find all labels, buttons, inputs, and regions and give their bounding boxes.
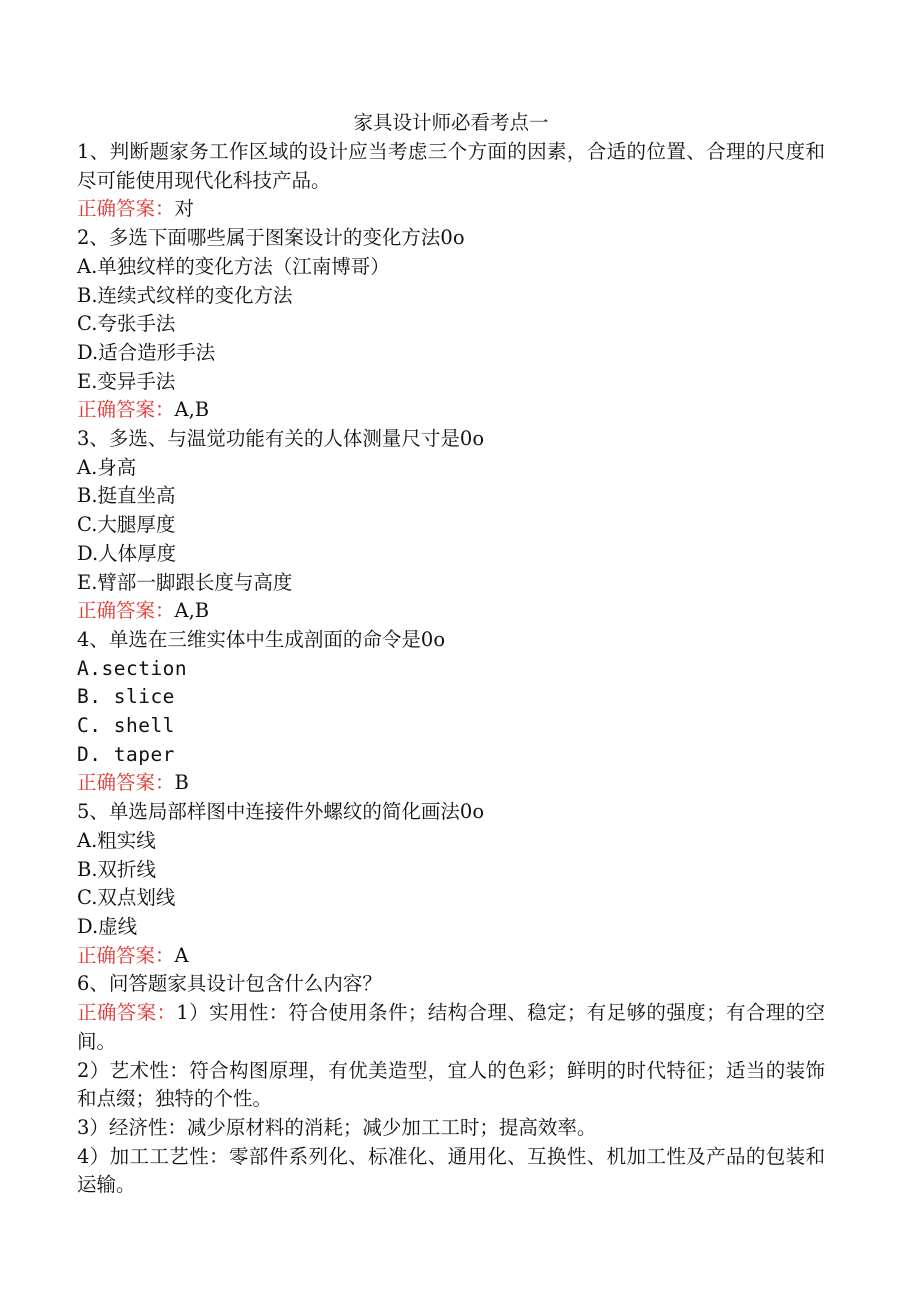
question-3-option-e: E.臂部一脚跟长度与高度 [77, 570, 293, 594]
question-3-option-b: B.挺直坐高 [77, 484, 176, 508]
question-6-answer-line-4: 4）加工工艺性：零部件系列化、标准化、通用化、互换性、机加工性及产品的包装和运输。 [77, 1144, 825, 1197]
answer-value: A,B [174, 599, 210, 623]
question-4-stem: 4、单选在三维实体中生成剖面的命令是0o [77, 627, 446, 651]
answer-label: 正确答案： [77, 398, 175, 422]
question-1-answer [77, 195, 825, 224]
question-5-option-d: D.虚线 [77, 914, 138, 938]
page-title: 家具设计师必看考点一 [353, 111, 549, 134]
answer-value: 对 [174, 197, 195, 221]
answer-label: 正确答案： [77, 197, 175, 221]
answer-value: B [174, 771, 189, 795]
question-5-stem: 5、单选局部样图中连接件外螺纹的简化画法0o [77, 800, 485, 824]
question-5-option-a: A.粗实线 [77, 828, 156, 852]
document-content [77, 108, 825, 1200]
answer-label: 正确答案： [77, 599, 175, 623]
answer-label: 正确答案： [77, 1001, 177, 1025]
question-2-stem: 2、多选下面哪些属于图案设计的变化方法0o [77, 226, 465, 250]
question-3-option-c: C.大腿厚度 [77, 513, 176, 537]
question-3-answer [77, 597, 825, 626]
question-2-option-a: A.单独纹样的变化方法（江南博哥） [77, 254, 390, 278]
question-2-option-c: C.夸张手法 [77, 312, 176, 336]
question-1-stem: 1、判断题家务工作区域的设计应当考虑三个方面的因素，合适的位置、合理的尺度和尽可能使用现代化科技产品。 [77, 140, 825, 192]
question-2-option-d: D.适合造形手法 [77, 340, 216, 364]
question-3-option-a: A.身高 [77, 455, 137, 479]
question-6-stem: 6、问答题家具设计包含什么内容？ [77, 972, 382, 996]
question-4-answer [77, 769, 825, 798]
question-5-answer [77, 942, 825, 971]
answer-label: 正确答案： [77, 943, 175, 967]
answer-value: A [174, 943, 189, 967]
question-4-option-c: C. shell [77, 714, 175, 738]
question-6-answer-line-3: 3）经济性：减少原材料的消耗；减少加工工时；提高效率。 [77, 1115, 597, 1139]
question-5-option-c: C.双点划线 [77, 886, 176, 910]
question-3-stem: 3、多选、与温觉功能有关的人体测量尺寸是0o [77, 427, 485, 451]
question-6-answer-line-2: 2）艺术性：符合构图原理，有优美造型，宜人的色彩；鲜明的时代特征；适当的装饰和点缀；独特的个性。 [77, 1058, 825, 1111]
question-4-option-d: D. taper [77, 742, 175, 766]
question-2-answer [77, 396, 825, 425]
answer-value: A,B [174, 398, 210, 422]
question-5-option-b: B.双折线 [77, 857, 157, 881]
question-6-answer-line-1 [77, 999, 825, 1056]
question-4-option-b: B. slice [77, 685, 175, 709]
answer-value: 1）实用性：符合使用条件；结构合理、稳定；有足够的强度；有合理的空间。 [77, 1001, 825, 1053]
question-2-option-b: B.连续式纹样的变化方法 [77, 283, 293, 307]
answer-label: 正确答案： [77, 771, 175, 795]
question-3-option-d: D.人体厚度 [77, 541, 177, 565]
question-2-option-e: E.变异手法 [77, 369, 176, 393]
question-4-option-a: A.section [77, 656, 188, 680]
